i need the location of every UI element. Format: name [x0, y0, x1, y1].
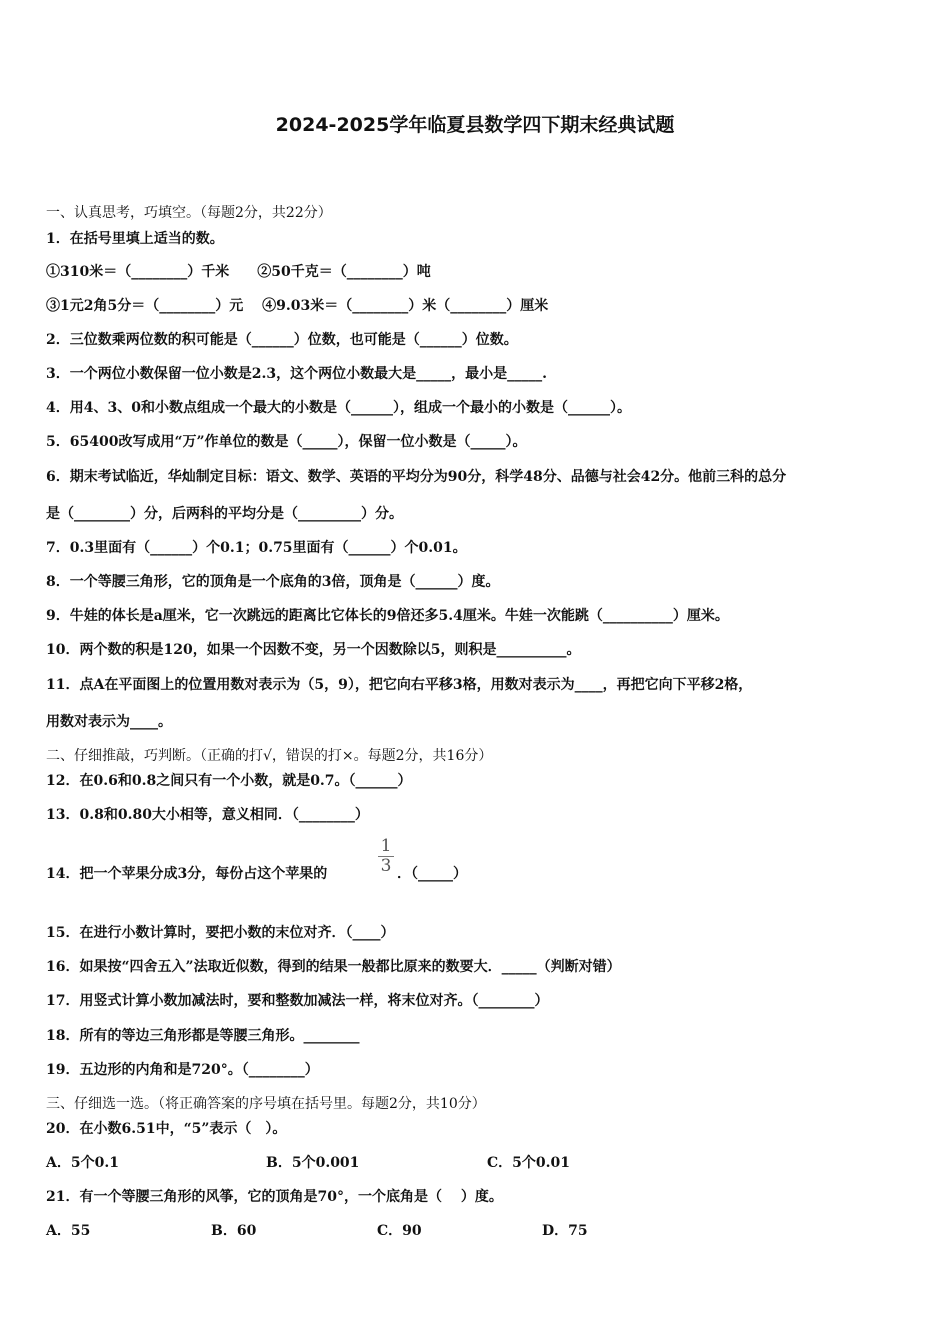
question-21-option-c: C．90	[377, 1223, 422, 1239]
page-title: 2024-2025学年临夏县数学四下期末经典试题	[275, 114, 675, 136]
question-19: 19．五边形的内角和是720°。（________）	[46, 1062, 319, 1078]
section-2-heading: 二、仔细推敲，巧判断。（正确的打√，错误的打×。每题2分，共16分）	[46, 748, 493, 764]
question-10: 10．两个数的积是120，如果一个因数不变，另一个因数除以5，则积是__________。	[46, 642, 581, 658]
question-20: 20．在小数6.51中，“5”表示（ ）。	[46, 1121, 287, 1137]
question-12: 12．在0.6和0.8之间只有一个小数，就是0.7。（______）	[46, 773, 412, 789]
question-1: 1．在括号里填上适当的数。	[46, 231, 224, 247]
question-20-option-c: C．5个0.01	[487, 1155, 570, 1171]
question-4: 4．用4、3、0和小数点组成一个最大的小数是（______），组成一个最小的小数是（______）。	[46, 400, 631, 416]
question-6-line-2: 是（________）分，后两科的平均分是（_________）分。	[46, 506, 403, 522]
question-3: 3．一个两位小数保留一位小数是2.3，这个两位小数最大是_____，最小是_____.	[46, 366, 547, 382]
question-13: 13．0.8和0.80大小相等，意义相同．（________）	[46, 807, 369, 823]
question-11-line-2: 用数对表示为____。	[46, 714, 172, 730]
question-21-option-a: A．55	[46, 1223, 91, 1239]
question-14: 14．把一个苹果分成3分，每份占这个苹果的	[46, 866, 328, 882]
fraction-denominator: 3	[380, 856, 392, 876]
question-1-part-b: ③1元2角5分＝（________）元 ④9.03米＝（________）米（________）厘米	[46, 298, 549, 314]
question-20-option-a: A．5个0.1	[46, 1155, 119, 1171]
question-9: 9．牛娃的体长是a厘米，它一次跳远的距离比它体长的9倍还多5.4厘米。牛娃一次能跳（__________）厘米。	[46, 608, 729, 624]
question-17: 17．用竖式计算小数加减法时，要和整数加减法一样，将末位对齐。（________）	[46, 993, 549, 1009]
fraction-numerator: 1	[380, 836, 392, 856]
question-8: 8．一个等腰三角形，它的顶角是一个底角的3倍，顶角是（______）度。	[46, 574, 500, 590]
question-18: 18．所有的等边三角形都是等腰三角形。________	[46, 1028, 360, 1044]
question-21: 21．有一个等腰三角形的风筝，它的顶角是70°，一个底角是（ ）度。	[46, 1189, 503, 1205]
question-1-part-a: ①310米＝（________）千米 ②50千克＝（________）吨	[46, 264, 431, 280]
question-21-option-b: B．60	[211, 1223, 257, 1239]
question-5: 5．65400改写成用“万”作单位的数是（_____），保留一位小数是（_____）。	[46, 434, 527, 450]
question-16: 16．如果按“四舍五入”法取近似数，得到的结果一般都比原来的数要大．_____（判断对错）	[46, 959, 621, 975]
question-6-line-1: 6．期末考试临近，华灿制定目标：语文、数学、英语的平均分为90分，科学48分、品德与社会42分。他前三科的总分	[46, 469, 787, 485]
fraction-one-third	[378, 838, 394, 875]
question-14-tail: ．（_____）	[397, 866, 467, 882]
question-21-option-d: D．75	[542, 1223, 588, 1239]
question-15: 15．在进行小数计算时，要把小数的末位对齐．（____）	[46, 925, 395, 941]
section-3-heading: 三、仔细选一选。（将正确答案的序号填在括号里。每题2分，共10分）	[46, 1096, 486, 1112]
section-1-heading: 一、认真思考，巧填空。（每题2分，共22分）	[46, 205, 332, 221]
question-20-option-b: B．5个0.001	[266, 1155, 360, 1171]
question-2: 2．三位数乘两位数的积可能是（______）位数，也可能是（______）位数。	[46, 332, 518, 348]
question-7: 7．0.3里面有（______）个0.1；0.75里面有（______）个0.01。	[46, 540, 467, 556]
question-11-line-1: 11．点A在平面图上的位置用数对表示为（5，9），把它向右平移3格，用数对表示为____，再把它向下平移2格，	[46, 677, 753, 693]
